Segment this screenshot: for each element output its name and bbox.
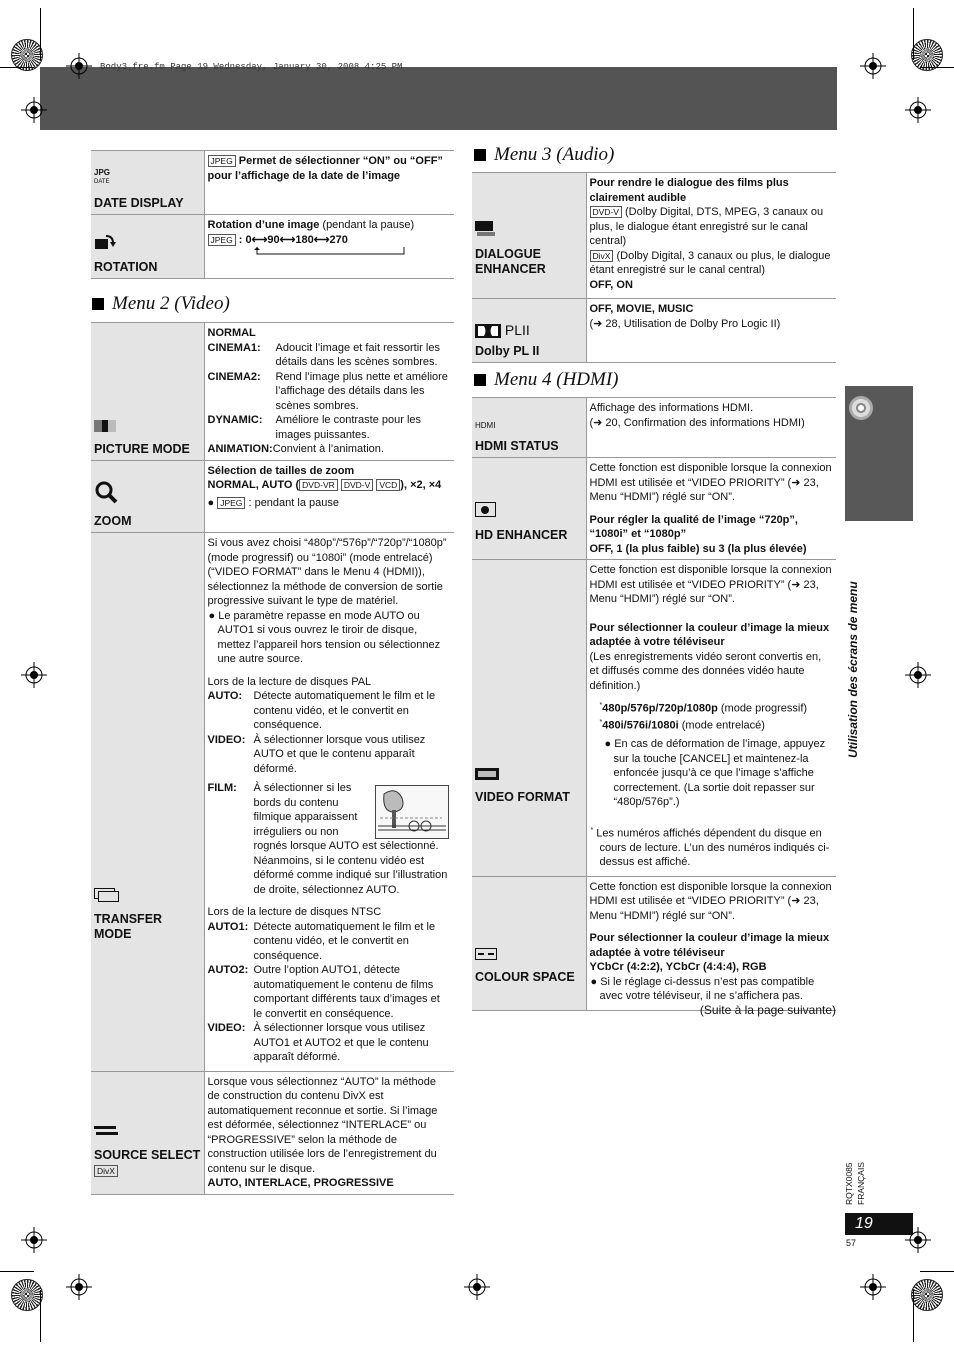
divx-badge: DivX (590, 250, 614, 262)
table-row (472, 458, 836, 560)
list-item: VIDEO: À sélectionner lorsque vous utilisez AUTO1 et AUTO2 et que le contenu apparaît déformé. (207, 1022, 429, 1063)
list-item: CINEMA2: Rend l’image plus nette et améliore l’affichage des détails dans les scènes sombres. (207, 370, 448, 412)
square-bullet-icon (474, 374, 486, 386)
crop-mark (40, 8, 41, 60)
registration-mark-icon (21, 1227, 47, 1253)
hd-enhancer-icon (475, 502, 583, 522)
divx-badge: DivX (94, 1165, 118, 1177)
continued-note: (Suite à la page suivante) (699, 1003, 836, 1017)
list-item: ANIMATION: Convient à l’animation. (207, 443, 384, 455)
menu4-table (472, 397, 836, 1011)
rotation-label: ROTATION (94, 260, 158, 274)
list-item: AUTO2: Outre l’option AUTO1, détecte automatiquement le contenu de films comportant différents taux d’images et le convertit en conséquence. (207, 964, 440, 1020)
list-item: AUTO1: Détecte automatiquement le film et le contenu vidéo, et le convertit en conséquence. (207, 920, 436, 962)
disc-icon (849, 396, 873, 420)
crop-mark (913, 8, 914, 60)
menu2-heading: Menu 2 (Video) (92, 293, 230, 315)
dvd-vr-badge: DVD-VR (299, 479, 338, 491)
rotation-label-cell (91, 215, 204, 279)
hd-enhancer-desc: Cette fonction est disponible lorsque la connexion HDMI est utilisée et “VIDEO PRIORITY” (➜ 23, Menu “HDMI”) réglé sur “ON”. Pour régler la qualité de l’image “720p”, “1080i” et “1080p” OFF, 1 (la plus faible) su 3 (la plus élevée) (586, 458, 836, 560)
registration-mark-icon (21, 97, 47, 123)
crop-mark (920, 1271, 954, 1272)
crop-mark (920, 67, 954, 68)
doc-code: RQTX0085 (844, 1162, 854, 1205)
jpeg-badge: JPEG (208, 234, 236, 246)
table-row (91, 151, 454, 215)
rotation-loop-arrow-icon (254, 247, 414, 257)
registration-mark-icon (66, 1274, 92, 1300)
menu2-table (91, 322, 454, 1195)
date-display-desc: JPEG Permet de sélectionner “ON” ou “OFF” pour l’affichage de la date de l’image (204, 151, 454, 215)
source-select-label-cell: SOURCE SELECT DivX (91, 1071, 204, 1194)
transfer-mode-desc: Si vous avez choisi “480p”/“576p”/“720p”/“1080p” (mode progressif) ou “1080i” (mode entrelacé) (“VIDEO FORMAT” dans le Menu 4 (HDMI)), sélectionnez la méthode de conversion de sortie progressive suivant le type de matériel. ● Le paramètre repasse en mode AUTO ou AUTO1 si vous ouvrez le tiroir de disque, mettez l’appareil hors tension ou sélectionnez une autre source. Lors de la lecture de disques PAL AUTO: Détecte automatiquement le film et le contenu vidéo, et le convertit en conséquence. VIDEO: À sélectionner lorsque vous utilisez AUTO et que le contenu apparaît déformé. FILM: À sélectionner si les bords du contenu filmique apparaissent irréguliers ou non rognés lorsque AUTO est sélectionné. Néanmoins, si le contenu vidéo est déformé comme indiqué sur l’illustration de droite, sélectionnez AUTO. Lors de la lecture de disques NTSC AUTO1: Détecte automatiquement le film et le contenu vidéo, et le convertit en conséquence. AUTO2: Outre l’option AUTO1, détecte automatiquement le contenu de films comportant différents taux d’images et le convertit en conséquence. VIDEO: À sélectionner lorsque vous utilisez AUTO1 et AUTO2 et que le contenu apparaît déformé. (204, 533, 454, 1072)
crop-mark (0, 67, 34, 68)
table-row (91, 323, 454, 461)
dvd-v-badge: DVD-V (341, 479, 373, 491)
table-row (91, 460, 454, 533)
hdmi-status-desc: Affichage des informations HDMI. (➜ 20, Confirmation des informations HDMI) (586, 398, 836, 458)
rosette-mark (11, 1279, 43, 1311)
jpeg-badge: JPEG (208, 155, 236, 167)
language-label: FRANÇAIS (856, 1162, 866, 1205)
sub-page-number: 57 (846, 1238, 857, 1248)
hd-enhancer-label-cell: HD ENHANCER (472, 458, 586, 560)
registration-mark-icon (860, 53, 886, 79)
square-bullet-icon (92, 298, 104, 310)
colour-space-icon (475, 948, 583, 964)
menu3-heading: Menu 3 (Audio) (474, 144, 614, 166)
side-section-title: Utilisation des écrans de menu (846, 581, 860, 758)
hdmi-icon: HDMI (475, 421, 496, 430)
table-row (472, 299, 836, 363)
table-row (91, 215, 454, 279)
table-row (472, 398, 836, 458)
video-format-desc: Cette fonction est disponible lorsque la connexion HDMI est utilisée et “VIDEO PRIORITY” (➜ 23, Menu “HDMI”) réglé sur “ON”. Pour sélectionner la couleur d’image la mieux adaptée à votre téléviseur (Les enregistrements vidéo seront convertis en, et diffusés comme des données vidéo haute définition.) *480p/576p/720p/1080p (mode progressif) *480i/576i/1080i (mode entrelacé) ● En cas de déformation de l’image, appuyez sur la touche [CANCEL] et maintenez-la enfoncée jusqu’à ce que l’image s’affiche correctement. (La sortie doit repasser sur “480p/576p”.) * Les numéros affichés dépendent du disque en cours de lecture. L’un des numéros indiqués ci-dessus est affiché. (586, 560, 836, 877)
registration-mark-icon (905, 662, 931, 688)
menu4-heading: Menu 4 (HDMI) (474, 369, 619, 391)
page-number: 19 (845, 1213, 913, 1235)
table-row (472, 876, 836, 1010)
dolby-pl2-icon: PLII (475, 323, 583, 338)
rotation-desc: Rotation d’une image (pendant la pause) JPEG : 0⟷90⟷180⟷270 (204, 215, 454, 279)
table-row (91, 533, 454, 1072)
distorted-image-illustration (375, 785, 449, 839)
zoom-desc: Sélection de tailles de zoom NORMAL, AUTO ( DVD-VR DVD-V VCD ), ×2, ×4 ● JPEG : pendant la pause (204, 460, 454, 533)
transfer-mode-label-cell: TRANSFER MODE (91, 533, 204, 1072)
jpeg-badge: JPEG (217, 497, 245, 509)
dialogue-enhancer-icon (475, 221, 583, 241)
list-item: FILM: À sélectionner si les bords du contenu filmique apparaissent irréguliers ou non (207, 782, 358, 838)
crop-mark (40, 1290, 41, 1342)
dialogue-enhancer-desc: Pour rendre le dialogue des films plus clairement audible DVD-V (Dolby Digital, DTS, MPEG, 3 canaux ou plus, le dialogue étant enregistré sur le canal central) DivX (Dolby Digital, 3 canaux ou plus, le dialogue étant enregistré sur le canal central) OFF, ON (586, 173, 836, 299)
list-item: DYNAMIC: Améliore le contraste pour les images puissantes. (207, 414, 422, 441)
dolby-pl-desc: OFF, MOVIE, MUSIC (➜ 28, Utilisation de Dolby Pro Logic II) (586, 299, 836, 363)
source-select-desc: Lorsque vous sélectionnez “AUTO” la méthode de construction du contenu DivX est automatiquement reconnue et sortie. Si l’image est déformée, sélectionnez “INTERLACE” ou “PROGRESSIVE” selon la méthode de construction utilisée lors de l’enregistrement du contenu sur le disque. AUTO, INTERLACE, PROGRESSIVE (204, 1071, 454, 1194)
hdmi-status-label-cell: HDMI HDMI STATUS (472, 398, 586, 458)
transfer-mode-icon (94, 888, 201, 906)
video-format-icon (475, 768, 583, 784)
table-row (91, 1071, 454, 1194)
registration-mark-icon (860, 1274, 886, 1300)
colour-space-desc: Cette fonction est disponible lorsque la connexion HDMI est utilisée et “VIDEO PRIORITY” (➜ 23, Menu “HDMI”) réglé sur “ON”. Pour sélectionner la couleur d’image la mieux adaptée à votre téléviseur YCbCr (4:2:2), YCbCr (4:4:4), RGB ● Si le réglage ci-dessus n’est pas compatible avec votre téléviseur, il ne s’affichera pas. (586, 876, 836, 1010)
jpg-date-icon: JPG DATE (94, 168, 111, 185)
crop-mark (913, 1290, 914, 1342)
registration-mark-icon (21, 662, 47, 688)
list-item: CINEMA1: Adoucit l’image et fait ressortir les détails dans les scènes sombres. (207, 341, 440, 368)
vcd-badge: VCD (376, 479, 400, 491)
menu3-table (472, 172, 836, 363)
rotate-icon (94, 234, 201, 254)
list-item: AUTO: Détecte automatiquement le film et le contenu vidéo, et le convertit en conséquence. (207, 690, 436, 731)
table-row (472, 560, 836, 877)
registration-mark-icon (905, 97, 931, 123)
dolby-pl-label-cell: PLII Dolby PL II (472, 299, 586, 363)
picture-mode-icon (94, 420, 201, 436)
picture-mode-label-cell: PICTURE MODE (91, 323, 204, 461)
dvd-v-badge: DVD-V (590, 206, 622, 218)
zoom-label-cell: ZOOM (91, 460, 204, 533)
list-item: VIDEO: À sélectionner lorsque vous utilisez AUTO et que le contenu apparaît déformé. (207, 733, 426, 775)
registration-mark-icon (464, 1274, 490, 1300)
colour-space-label-cell: COLOUR SPACE (472, 876, 586, 1010)
source-select-icon (94, 1124, 201, 1142)
video-format-label-cell: VIDEO FORMAT (472, 560, 586, 877)
rosette-mark (911, 1279, 943, 1311)
top-settings-table (91, 150, 454, 279)
registration-mark-icon (66, 53, 92, 79)
magnifier-icon (94, 480, 201, 508)
date-display-label-cell (91, 151, 204, 215)
square-bullet-icon (474, 149, 486, 161)
dialogue-enhancer-label-cell: DIALOGUE ENHANCER (472, 173, 586, 299)
file-info: Body3_fre.fm Page 19 Wednesday, January 30, 2008 4:25 PM (100, 62, 403, 72)
table-row (472, 173, 836, 299)
picture-mode-desc: NORMAL CINEMA1: Adoucit l’image et fait ressortir les détails dans les scènes sombres. CINEMA2: Rend l’image plus nette et améliore l’affichage des détails dans les scènes sombres. DYNAMIC: Améliore le contraste pour les images puissantes. ANIMATION: Convient à l’animation. (204, 323, 454, 461)
crop-mark (0, 1271, 34, 1272)
date-display-label: DATE DISPLAY (94, 196, 184, 210)
header-banner (40, 67, 837, 130)
